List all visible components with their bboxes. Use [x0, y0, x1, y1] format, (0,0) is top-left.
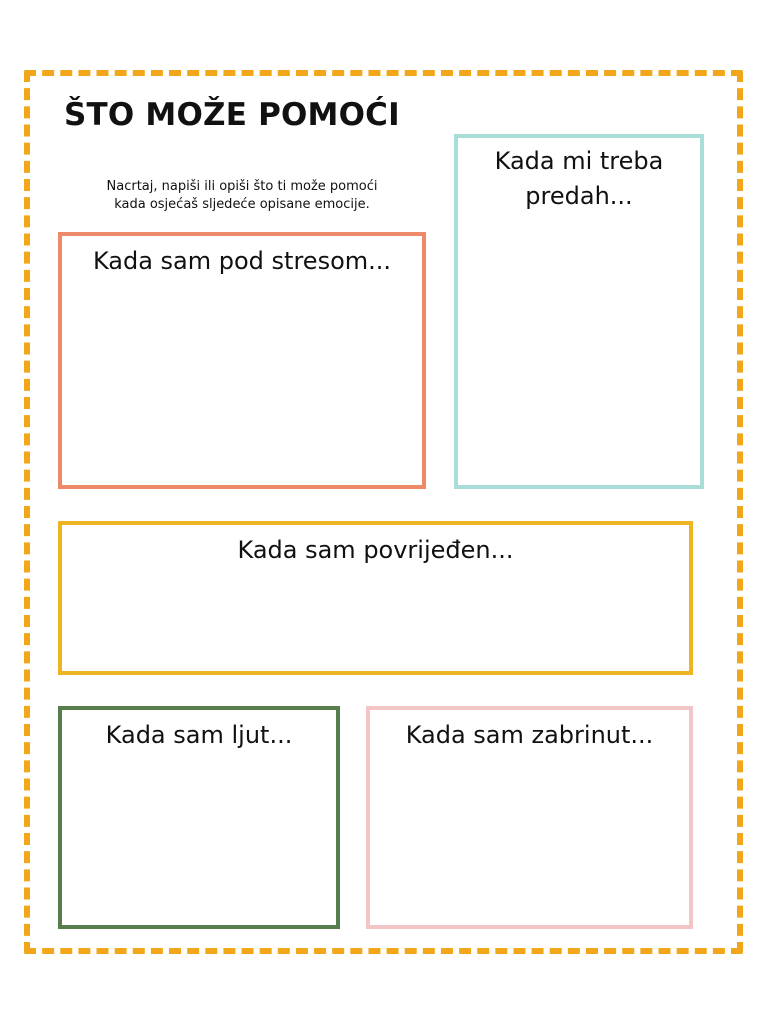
angry-prompt-text: Kada sam ljut... [105, 721, 293, 749]
instructions [72, 178, 412, 213]
need-break-prompt-line-1: Kada mi treba [494, 147, 664, 175]
page-title: ŠTO MOŽE POMOĆI [64, 97, 400, 133]
instructions-line-1: Nacrtaj, napiši ili opiši što ti može pomoći [106, 179, 378, 194]
stress-prompt-text: Kada sam pod stresom... [92, 247, 392, 275]
need-break-prompt-line-2: predah... [525, 181, 633, 210]
worried-prompt [370, 718, 689, 753]
worried-box [366, 706, 693, 929]
hurt-box [58, 521, 693, 675]
need-break-prompt [458, 144, 700, 214]
stress-box [58, 232, 426, 489]
worried-prompt-text: Kada sam zabrinut... [405, 721, 654, 749]
hurt-prompt-text: Kada sam povrijeđen... [237, 536, 514, 564]
instructions-line-2: kada osjećaš sljedeće opisane emocije. [114, 196, 370, 212]
angry-prompt [62, 718, 336, 753]
stress-prompt [62, 244, 422, 279]
need-break-box [454, 134, 704, 489]
hurt-prompt [62, 533, 689, 568]
angry-box [58, 706, 340, 929]
